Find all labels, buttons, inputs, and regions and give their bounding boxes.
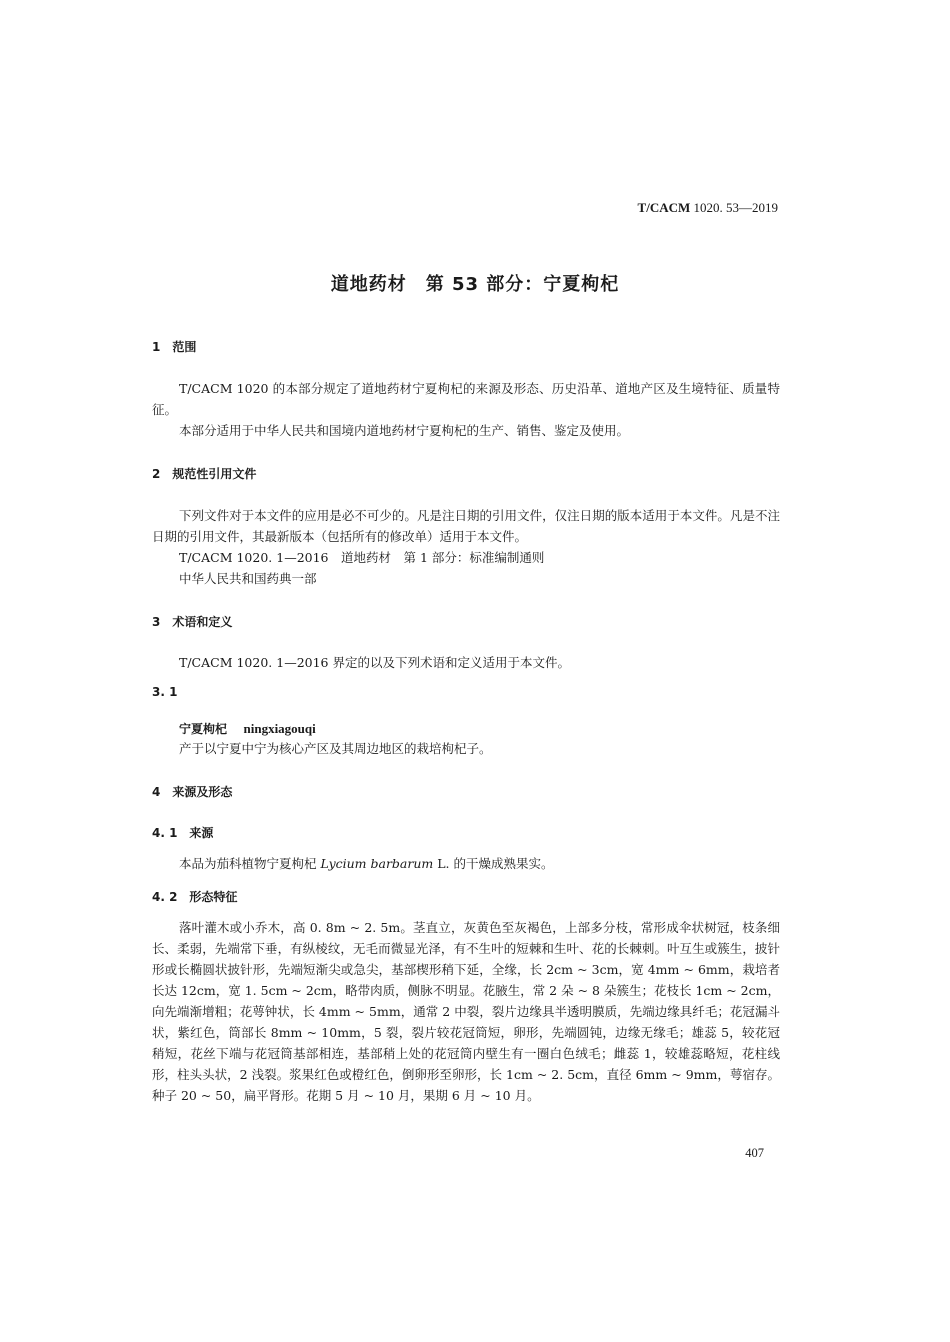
- latin-species-name: Lycium barbarum: [320, 856, 434, 871]
- section-4-1-text: [179, 853, 554, 874]
- section-1-paragraph-1: T/CACM 1020 的本部分规定了道地药材宁夏枸杞的来源及形态、历史沿革、道地产区及生境特征、质量特征。: [152, 381, 780, 417]
- term-entry: [179, 719, 316, 737]
- section-2-paragraph-1: 下列文件对于本文件的应用是必不可少的。凡是注日期的引用文件，仅注日期的版本适用于本文件。凡是不注日期的引用文件，其最新版本（包括所有的修改单）适用于本文件。: [152, 508, 780, 544]
- page-number: 407: [745, 1146, 764, 1160]
- term-definition: 产于以宁夏中宁为核心产区及其周边地区的栽培枸杞子。: [179, 741, 492, 756]
- section-2-heading: 2 规范性引用文件: [152, 467, 257, 481]
- section-4-2-text: 落叶灌木或小乔木，高 0. 8m ~ 2. 5m。茎直立，灰黄色至灰褐色，上部多分枝，常形成伞状树冠，枝条细长、柔弱，先端常下垂，有纵棱纹，无毛而微显光泽，有不生叶的短棘和生叶、花的长棘刺。叶互生或簇生，披针形或长椭圆状披针形，先端短渐尖或急尖，基部楔形稍下延，全缘，长 2cm ~ 3cm，宽 4mm ~ 6mm，栽培者长达 12cm，宽 1. 5cm ~ 2cm，略带肉质，侧脉不明显。花腋生，常 2 朵 ~ 8 朵簇生；花枝长 1cm ~ 2cm，向先端渐增粗；花萼钟状，长 4mm ~ 5mm，通常 2 中裂，裂片边缘具半透明膜质，先端边缘具纤毛；花冠漏斗状，紫红色，筒部长 8mm ~ 10mm，5 裂，裂片较花冠筒短，卵形，先端圆钝，边缘无缘毛；雄蕊 5，较花冠稍短，花丝下端与花冠筒基部相连，基部稍上处的花冠筒内壁生有一圈白色绒毛；雌蕊 1，较雄蕊略短，花柱线形，柱头头状，2 浅裂。浆果红色或橙红色，倒卵形至卵形，长 1cm ~ 2. 5cm，直径 6mm ~ 9mm，萼宿存。种子 20 ~ 50，扁平肾形。花期 5 月 ~ 10 月，果期 6 月 ~ 10 月。: [152, 920, 780, 1103]
- section-4-heading: 4 来源及形态: [152, 785, 233, 799]
- reference-item-2: 中华人民共和国药典一部: [179, 571, 317, 586]
- section-4-1-heading: 4. 1 来源: [152, 826, 214, 840]
- section-1-heading: 1 范围: [152, 340, 197, 354]
- document-title: 道地药材 第 53 部分：宁夏枸杞: [330, 274, 620, 295]
- term-chinese: 宁夏枸杞: [179, 722, 228, 736]
- section-3-paragraph-1: T/CACM 1020. 1—2016 界定的以及下列术语和定义适用于本文件。: [179, 655, 570, 670]
- section-4-2-heading: 4. 2 形态特征: [152, 890, 238, 904]
- standard-code: [638, 200, 778, 216]
- section-3-heading: 3 术语和定义: [152, 615, 233, 629]
- standard-code-number: 1020. 53—2019: [690, 200, 778, 215]
- section-1-paragraph-2: 本部分适用于中华人民共和国境内道地药材宁夏枸杞的生产、销售、鉴定及使用。: [179, 423, 630, 438]
- section-3-1-heading: 3. 1: [152, 685, 178, 699]
- term-english: ningxiagouqi: [243, 721, 316, 736]
- reference-item-1: T/CACM 1020. 1—2016 道地药材 第 1 部分：标准编制通则: [179, 550, 545, 565]
- source-text-after: L. 的干燥成熟果实。: [433, 856, 554, 871]
- source-text-before: 本品为茄科植物宁夏枸杞: [179, 856, 321, 871]
- standard-code-prefix: T/CACM: [637, 200, 691, 215]
